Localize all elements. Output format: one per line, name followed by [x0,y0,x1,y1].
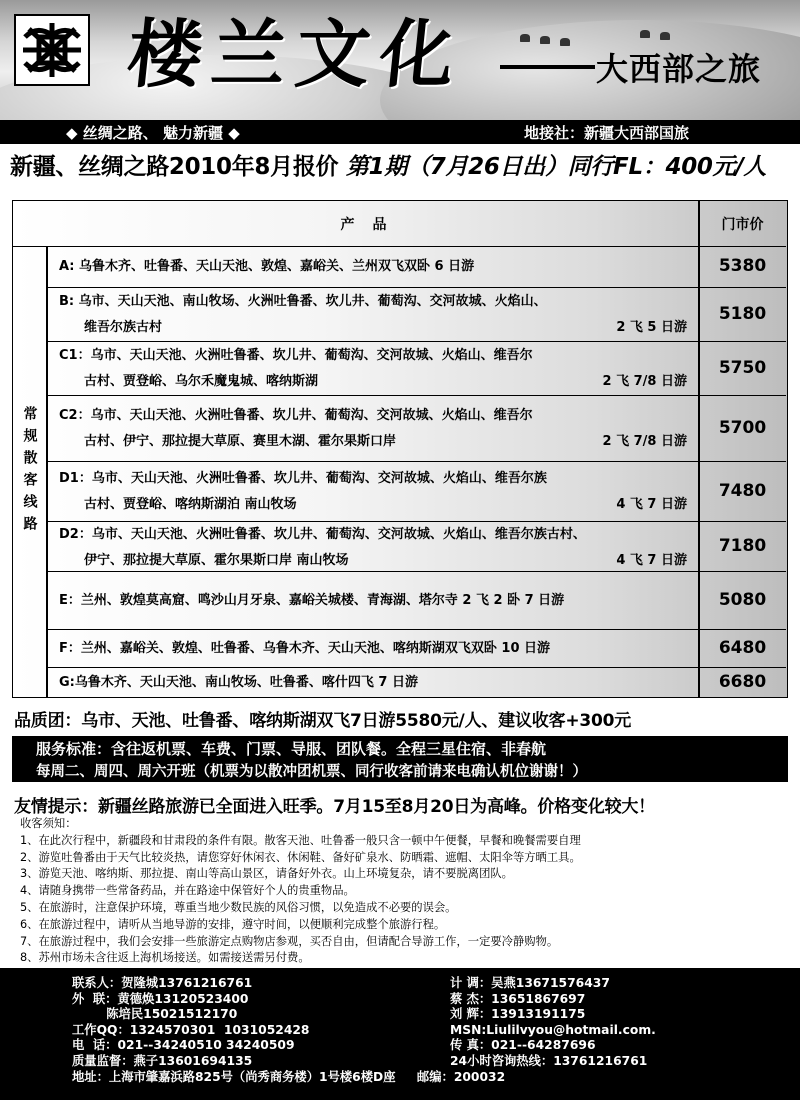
route-line [59,289,695,315]
route-text: F：兰州、嘉峪关、敦煌、吐鲁番、乌鲁木齐、天山天池、喀纳斯湖双飞双卧 10 日游 [59,641,551,656]
route-category-label [13,247,46,697]
route-description [59,289,695,341]
contact-line: 质量监督：燕子13601694135 [72,1054,253,1068]
price-table [12,200,788,698]
note-item: 7、在旅游过程中，我们会安排一些旅游定点购物店参观，买否自由，但请配合导游工作，一定要冷静购物。 [20,934,559,948]
contact-line: 工作QQ：1324570301 1031052428 [72,1022,310,1037]
quality-group-offer: 品质团：乌市、天池、吐鲁番、喀纳斯湖双飞7日游5580元/人、建议收客+300元 [14,711,632,731]
header-banner [0,0,800,120]
product-row [47,667,786,697]
contact-line: 联系人：贺隆城13761216761 [72,976,253,990]
route-price: 7180 [718,536,767,556]
route-description [59,636,695,662]
route-text: B: 乌市、天山天池、南山牧场、火洲吐鲁番、坎儿井、葡萄沟、交河故城、火焰山、 [59,294,547,309]
product-row [47,247,786,287]
route-duration: 4 飞 7 日游 [616,497,687,512]
note-item: 2、游览吐鲁番由于天气比较炎热，请您穿好休闲衣、休闲鞋、备好矿泉水、防晒霜、遮帽、太阳伞等方晒工具。 [20,850,581,864]
route-duration: 2 飞 5 日游 [616,320,687,335]
note-item: 8、苏州市场未含往返上海机场接送。如需接送需另付费。 [20,951,310,965]
headline-emphasis: 第1期（7月26日出）同行FL：400元/人 [338,154,767,180]
route-text: G:乌鲁木齐、天山天池、南山牧场、吐鲁番、喀什四飞 7 日游 [59,675,418,690]
route-description [59,588,695,614]
route-line [59,670,695,696]
camel-silhouette-icon [540,36,550,44]
product-row [47,341,786,395]
route-line [59,636,695,662]
route-price: 6680 [718,672,767,692]
contact-line: 电 话：021--34240510 34240509 [72,1038,295,1053]
contact-line: 刘 辉：13913191175 [450,1007,586,1022]
contact-line: 蔡 杰：13651867697 [450,991,586,1006]
company-address: 地址：上海市肇嘉浜路825号（尚秀商务楼）1号楼6楼D座 邮编：200032 [72,1069,506,1084]
product-row [47,395,786,461]
route-line [59,588,695,614]
contact-line: 陈培民15021512170 [72,1007,238,1022]
route-price: 5750 [718,358,767,378]
route-line [59,315,695,341]
contact-line: 传 真：021--64287696 [450,1038,596,1053]
product-row [47,521,786,571]
route-description [59,343,695,395]
route-line [59,369,695,395]
route-price: 5380 [718,256,767,276]
contact-line: 外 联：黄德焕13120523400 [72,991,249,1006]
route-text: A: 乌鲁木齐、吐鲁番、天山天池、敦煌、嘉峪关、兰州双飞双卧 6 日游 [59,259,475,274]
route-price: 5080 [718,590,767,610]
tagline-slogan: ◆ 丝绸之路、 魅力新疆 ◆ [66,123,240,142]
camel-silhouette-icon [520,34,530,42]
contact-line: MSN:Liulilvyou@hotmail.com. [450,1022,656,1037]
camel-silhouette-icon [660,32,670,40]
contact-line: 24小时咨询热线：13761216761 [450,1054,648,1068]
tagline-bar [0,120,800,144]
friendly-tip: 友情提示：新疆丝路旅游已全面进入旺季。7月15至8月20日为高峰。价格变化较大！ [14,797,655,817]
route-line [59,466,695,492]
route-description [59,522,695,574]
note-item: 3、游览天池、喀纳斯、那拉提、南山等高山景区，请备好外衣。山上环境复杂，请不要脱离团队。 [20,867,513,881]
route-line [59,429,695,455]
route-duration: 4 飞 7 日游 [616,553,687,568]
camel-silhouette-icon [640,30,650,38]
product-row [47,571,786,629]
schedule-text: 每周二、周四、周六开班（机票为以散冲团机票、同行收客前请来电确认机位谢谢！） [36,764,587,780]
route-description [59,254,695,280]
route-text: C1：乌市、天山天池、火洲吐鲁番、坎儿井、葡萄沟、交河故城、火焰山、维吾尔 [59,348,533,363]
route-description [59,670,695,696]
route-line [59,492,695,518]
route-text: 古村、贾登峪、喀纳斯湖泊 南山牧场 [84,497,297,512]
route-text: 古村、贾登峪、乌尔禾魔鬼城、喀纳斯湖 [84,374,319,389]
table-header [13,201,786,247]
brand-dash-divider [500,65,595,69]
route-text: 古村、伊宁、那拉提大草原、赛里木湖、霍尔果斯口岸 [84,434,397,449]
route-text: D2：乌市、天山天池、火洲吐鲁番、坎儿井、葡萄沟、交河故城、火焰山、维吾尔族古村、 [59,527,586,542]
tagline-agency: 地接社：新疆大西部国旅 [524,123,690,142]
note-item: 5、在旅游时，注意保护环境，尊重当地少数民族的风俗习惯，以免造成不必要的误会。 [20,900,457,914]
knot-pattern-logo-icon [14,14,90,86]
service-standard-text: 服务标准：含往返机票、车费、门票、导服、团队餐。全程三星住宿、非春航 [36,740,547,758]
route-category-text: 常规散客线路 [21,406,38,538]
headline-main: 新疆、丝绸之路2010年8月报价 [10,154,339,180]
booking-notes [20,816,790,967]
route-description [59,466,695,518]
route-price: 7480 [718,481,767,501]
route-line [59,343,695,369]
brand-title: 楼兰文化 [123,12,469,98]
notes-heading: 收客须知： [20,817,77,830]
contact-footer [0,968,800,1100]
route-duration: 2 飞 7/8 日游 [602,374,687,389]
route-text: 维吾尔族古村 [84,320,163,335]
contact-line: 计 调：吴燕13671576437 [450,976,610,990]
brand-subtitle: 大西部之旅 [596,50,762,88]
route-line [59,522,695,548]
note-item: 1、在此次行程中，新疆段和甘肃段的条件有限。散客天池、吐鲁番一般只含一顿中午便餐，早餐和晚餐需要自理 [20,833,581,847]
route-text: 伊宁、那拉提大草原、霍尔果斯口岸 南山牧场 [84,553,349,568]
product-row [47,629,786,667]
route-description [59,403,695,455]
route-text: D1：乌市、天山天池、火洲吐鲁番、坎儿井、葡萄沟、交河故城、火焰山、维吾尔族 [59,471,547,486]
product-row [47,287,786,341]
column-header-product: 产品 [340,217,405,233]
route-duration: 2 飞 7/8 日游 [602,434,687,449]
column-header-price: 门市价 [721,217,764,233]
camel-silhouette-icon [560,38,570,46]
route-text: E：兰州、敦煌莫高窟、鸣沙山月牙泉、嘉峪关城楼、青海湖、塔尔寺 2 飞 2 卧 7 日游 [59,593,565,608]
route-line [59,254,695,280]
route-price: 6480 [718,638,767,658]
price-headline [10,148,766,181]
note-item: 6、在旅游过程中，请听从当地导游的安排，遵守时间，以便顺利完成整个旅游行程。 [20,917,446,931]
route-text: C2：乌市、天山天池、火洲吐鲁番、坎儿井、葡萄沟、交河故城、火焰山、维吾尔 [59,408,533,423]
note-item: 4、请随身携带一些常备药品，并在路途中保管好个人的贵重物品。 [20,884,355,898]
route-price: 5180 [718,304,767,324]
service-standard-bar [12,736,788,782]
route-line [59,403,695,429]
route-price: 5700 [718,418,767,438]
product-row [47,461,786,521]
